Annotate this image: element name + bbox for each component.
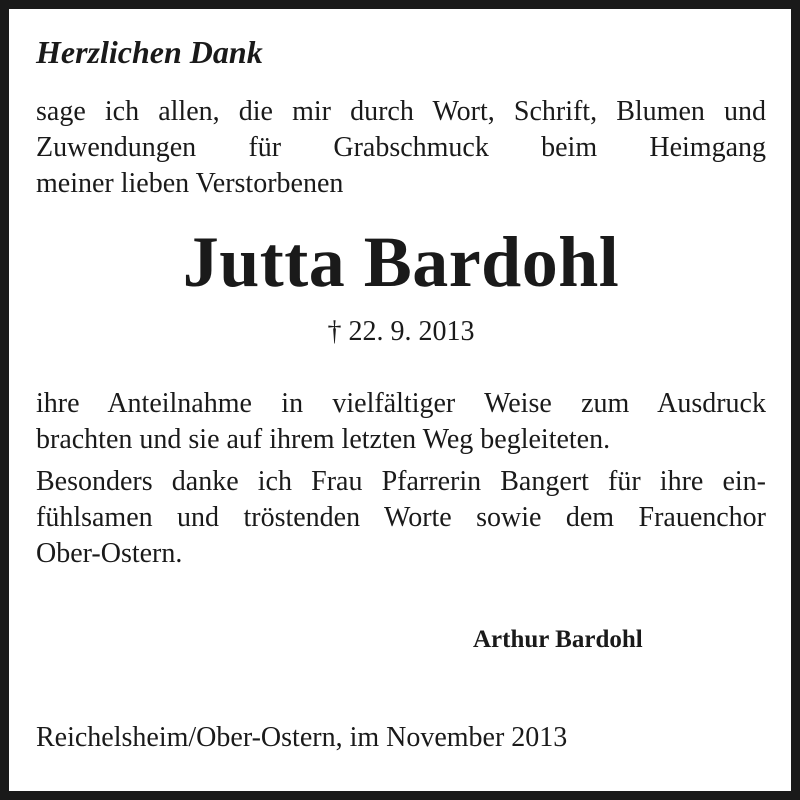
thanks-line: ihre Anteilnahme in vielfältiger Weise zum Ausdruck [36, 388, 766, 419]
deceased-name: Jutta Bardohl [182, 222, 620, 302]
intro-paragraph [36, 94, 766, 202]
special-thanks-paragraph [36, 464, 766, 572]
special-thanks-line: fühlsamen und tröstenden Worte sowie dem Frauenchor [36, 502, 766, 533]
death-date: † 22. 9. 2013 [327, 316, 475, 347]
special-thanks-line: Ober-Ostern. [36, 538, 183, 569]
special-thanks-line: Besonders danke ich Frau Pfarrerin Bangert für ihre ein- [36, 466, 766, 497]
thanks-paragraph [36, 386, 766, 458]
intro-line: sage ich allen, die mir durch Wort, Schrift, Blumen und [36, 96, 766, 127]
thanks-line: brachten und sie auf ihrem letzten Weg begleiteten. [36, 424, 611, 455]
signature: Arthur Bardohl [473, 626, 643, 653]
place-and-date: Reichelsheim/Ober-Ostern, im November 2013 [36, 722, 568, 753]
notice-body [36, 30, 766, 572]
notice-heading: Herzlichen Dank [36, 34, 263, 70]
intro-line: meiner lieben Verstorbenen [36, 168, 344, 199]
intro-line: Zuwendungen für Grabschmuck beim Heimgang [36, 132, 766, 163]
